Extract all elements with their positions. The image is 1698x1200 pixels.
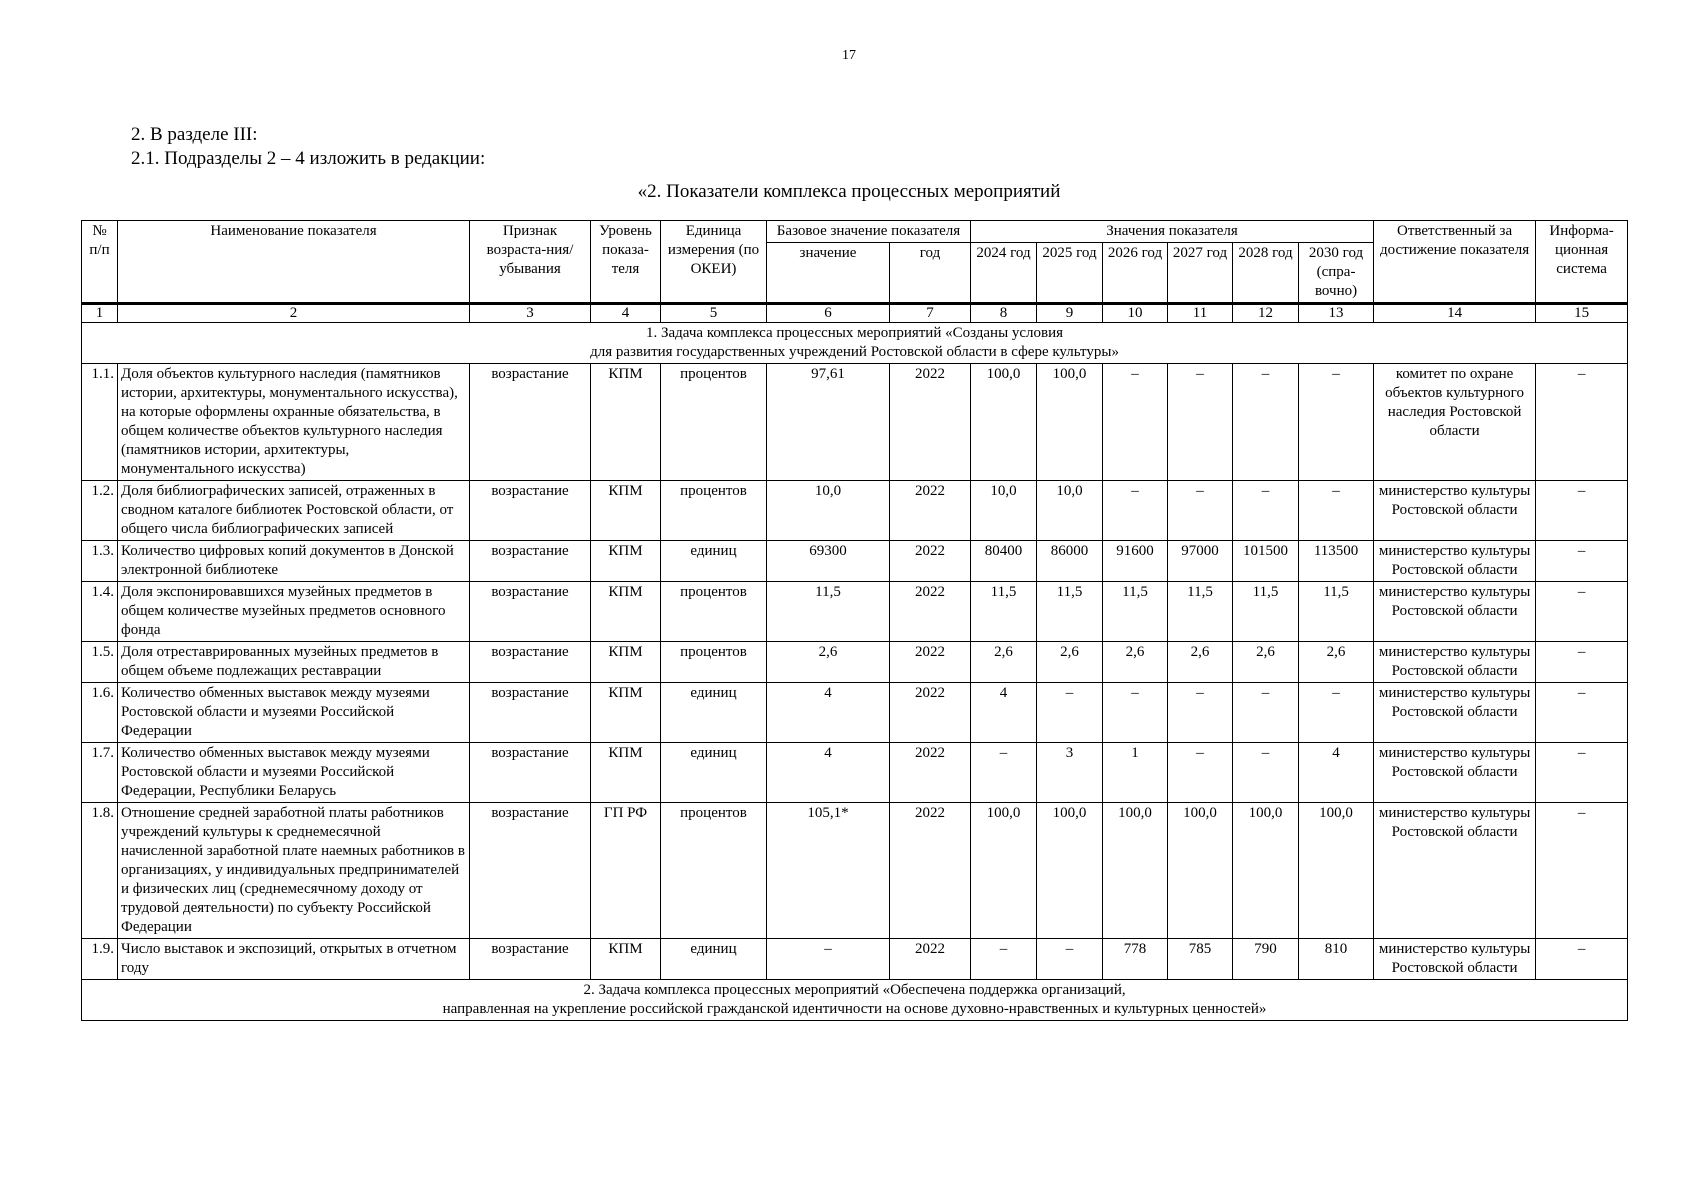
row-base-value: 97,61 (767, 364, 890, 481)
row-unit: процентов (661, 364, 767, 481)
table-row (82, 683, 1628, 743)
header-2030: 2030 год (спра-вочно) (1299, 243, 1374, 304)
row-value-2025: 3 (1037, 743, 1103, 803)
row-value-2026: – (1103, 364, 1168, 481)
row-value-2030: 4 (1299, 743, 1374, 803)
row-info-system: – (1536, 642, 1628, 683)
row-base-value: 4 (767, 683, 890, 743)
row-value-2025: 100,0 (1037, 803, 1103, 939)
row-level: КПМ (591, 939, 661, 980)
row-value-2030: 113500 (1299, 541, 1374, 582)
table-row (82, 803, 1628, 939)
row-value-2024: 100,0 (971, 364, 1037, 481)
row-unit: единиц (661, 541, 767, 582)
row-unit: единиц (661, 939, 767, 980)
row-value-2024: 80400 (971, 541, 1037, 582)
column-number: 7 (890, 304, 971, 323)
column-number: 14 (1374, 304, 1536, 323)
page-number: 17 (842, 48, 856, 63)
header-responsible: Ответственный за достижение показателя (1374, 221, 1536, 304)
row-num: 1.4. (82, 582, 118, 642)
row-info-system: – (1536, 683, 1628, 743)
row-base-year: 2022 (890, 364, 971, 481)
header-info: Информа-ционная система (1536, 221, 1628, 304)
row-value-2028: 11,5 (1233, 582, 1299, 642)
row-level: КПМ (591, 683, 661, 743)
column-number: 8 (971, 304, 1037, 323)
header-2025: 2025 год (1037, 243, 1103, 304)
row-base-value: 11,5 (767, 582, 890, 642)
intro-line-2: 2.1. Подразделы 2 – 4 изложить в редакции: (131, 148, 486, 169)
table-row (82, 541, 1628, 582)
row-name: Доля экспонировавшихся музейных предметов в общем количестве музейных предметов основного фонда (118, 582, 470, 642)
row-sign: возрастание (470, 683, 591, 743)
header-base: Базовое значение показателя (767, 221, 971, 243)
task-2-line-1: 2. Задача комплекса процессных мероприятий «Обеспечена поддержка организаций, (583, 982, 1126, 998)
row-num: 1.9. (82, 939, 118, 980)
row-value-2028: 2,6 (1233, 642, 1299, 683)
row-responsible: комитет по охране объектов культурного наследия Ростовской области (1374, 364, 1536, 481)
row-value-2028: – (1233, 683, 1299, 743)
row-value-2030: 2,6 (1299, 642, 1374, 683)
row-sign: возрастание (470, 481, 591, 541)
indicators-table-wrapper (81, 220, 1628, 1021)
table-row (82, 939, 1628, 980)
row-value-2026: 11,5 (1103, 582, 1168, 642)
task-1-row (82, 323, 1628, 364)
column-number: 2 (118, 304, 470, 323)
row-value-2030: – (1299, 364, 1374, 481)
row-info-system: – (1536, 364, 1628, 481)
row-num: 1.1. (82, 364, 118, 481)
row-name: Число выставок и экспозиций, открытых в отчетном году (118, 939, 470, 980)
row-info-system: – (1536, 541, 1628, 582)
row-value-2030: – (1299, 683, 1374, 743)
row-sign: возрастание (470, 743, 591, 803)
row-value-2024: 4 (971, 683, 1037, 743)
row-name: Количество обменных выставок между музеями Ростовской области и музеями Российской Федерации (118, 683, 470, 743)
row-num: 1.3. (82, 541, 118, 582)
intro-line-1: 2. В разделе III: (131, 124, 258, 145)
row-base-value: 69300 (767, 541, 890, 582)
row-value-2026: 100,0 (1103, 803, 1168, 939)
row-value-2028: – (1233, 364, 1299, 481)
row-unit: единиц (661, 683, 767, 743)
row-base-year: 2022 (890, 743, 971, 803)
row-info-system: – (1536, 803, 1628, 939)
row-value-2030: – (1299, 481, 1374, 541)
row-responsible: министерство культуры Ростовской области (1374, 582, 1536, 642)
row-unit: процентов (661, 481, 767, 541)
indicators-table (81, 220, 1628, 1021)
row-value-2030: 810 (1299, 939, 1374, 980)
table-title: «2. Показатели комплекса процессных мероприятий (637, 181, 1061, 202)
row-base-year: 2022 (890, 803, 971, 939)
row-value-2028: 101500 (1233, 541, 1299, 582)
row-num: 1.5. (82, 642, 118, 683)
row-value-2024: 11,5 (971, 582, 1037, 642)
row-num: 1.2. (82, 481, 118, 541)
row-responsible: министерство культуры Ростовской области (1374, 939, 1536, 980)
row-value-2028: 100,0 (1233, 803, 1299, 939)
row-level: ГП РФ (591, 803, 661, 939)
task-1-line-1: 1. Задача комплекса процессных мероприятий «Созданы условия (646, 325, 1064, 341)
task-1-line-2: для развития государственных учреждений Ростовской области в сфере культуры» (590, 344, 1119, 360)
row-sign: возрастание (470, 582, 591, 642)
row-base-value: 4 (767, 743, 890, 803)
row-responsible: министерство культуры Ростовской области (1374, 683, 1536, 743)
row-unit: процентов (661, 803, 767, 939)
row-name: Отношение средней заработной платы работников учреждений культуры к среднемесячной начисленной заработной плате наемных работников в организациях, у индивидуальных предпринимателей и физических лиц (среднемесячному доходу от трудовой деятельности) по субъекту Российской Федерации (118, 803, 470, 939)
row-name: Доля библиографических записей, отраженных в сводном каталоге библиотек Ростовской области, от общего числа библиографических записей (118, 481, 470, 541)
header-level: Уровень показа-теля (591, 221, 661, 304)
header-values: Значения показателя (971, 221, 1374, 243)
row-num: 1.8. (82, 803, 118, 939)
row-sign: возрастание (470, 541, 591, 582)
row-name: Количество обменных выставок между музеями Ростовской области и музеями Российской Федерации, Республики Беларусь (118, 743, 470, 803)
row-value-2025: 86000 (1037, 541, 1103, 582)
row-base-value: – (767, 939, 890, 980)
row-base-value: 2,6 (767, 642, 890, 683)
header-name: Наименование показателя (118, 221, 470, 304)
row-info-system: – (1536, 939, 1628, 980)
row-value-2026: 1 (1103, 743, 1168, 803)
header-2028: 2028 год (1233, 243, 1299, 304)
row-base-year: 2022 (890, 939, 971, 980)
column-numbers-row (82, 304, 1628, 323)
row-value-2026: 2,6 (1103, 642, 1168, 683)
row-unit: процентов (661, 582, 767, 642)
row-responsible: министерство культуры Ростовской области (1374, 803, 1536, 939)
task-2-heading (82, 980, 1628, 1021)
row-value-2024: 100,0 (971, 803, 1037, 939)
header-num: № п/п (82, 221, 118, 304)
row-value-2026: – (1103, 683, 1168, 743)
row-base-year: 2022 (890, 481, 971, 541)
row-info-system: – (1536, 582, 1628, 642)
row-unit: процентов (661, 642, 767, 683)
row-value-2030: 11,5 (1299, 582, 1374, 642)
table-row (82, 364, 1628, 481)
row-base-value: 10,0 (767, 481, 890, 541)
row-value-2026: 91600 (1103, 541, 1168, 582)
column-number: 11 (1168, 304, 1233, 323)
header-sign: Признак возраста-ния/убывания (470, 221, 591, 304)
row-num: 1.6. (82, 683, 118, 743)
row-level: КПМ (591, 582, 661, 642)
row-value-2027: 97000 (1168, 541, 1233, 582)
row-sign: возрастание (470, 364, 591, 481)
row-value-2024: – (971, 939, 1037, 980)
row-level: КПМ (591, 642, 661, 683)
row-value-2027: – (1168, 683, 1233, 743)
row-level: КПМ (591, 481, 661, 541)
row-responsible: министерство культуры Ростовской области (1374, 743, 1536, 803)
row-value-2028: – (1233, 481, 1299, 541)
row-num: 1.7. (82, 743, 118, 803)
table-row (82, 582, 1628, 642)
row-value-2026: 778 (1103, 939, 1168, 980)
row-name: Количество цифровых копий документов в Донской электронной библиотеке (118, 541, 470, 582)
row-name: Доля отреставрированных музейных предметов в общем объеме подлежащих реставрации (118, 642, 470, 683)
row-name: Доля объектов культурного наследия (памятников истории, архитектуры, монументального искусства), на которые оформлены охранные обязательства, в общем количестве объектов культурного наследия (памятников истории, архитектуры, монументального искусства) (118, 364, 470, 481)
header-2027: 2027 год (1168, 243, 1233, 304)
table-row (82, 642, 1628, 683)
row-value-2027: 785 (1168, 939, 1233, 980)
row-responsible: министерство культуры Ростовской области (1374, 541, 1536, 582)
row-sign: возрастание (470, 642, 591, 683)
row-value-2025: 2,6 (1037, 642, 1103, 683)
column-number: 4 (591, 304, 661, 323)
row-responsible: министерство культуры Ростовской области (1374, 481, 1536, 541)
row-unit: единиц (661, 743, 767, 803)
row-value-2027: – (1168, 743, 1233, 803)
row-value-2024: – (971, 743, 1037, 803)
table-row (82, 481, 1628, 541)
row-value-2027: 11,5 (1168, 582, 1233, 642)
row-info-system: – (1536, 743, 1628, 803)
header-unit: Единица измерения (по ОКЕИ) (661, 221, 767, 304)
row-sign: возрастание (470, 803, 591, 939)
row-value-2027: – (1168, 481, 1233, 541)
header-row-1 (82, 221, 1628, 243)
row-value-2028: – (1233, 743, 1299, 803)
row-value-2030: 100,0 (1299, 803, 1374, 939)
row-sign: возрастание (470, 939, 591, 980)
column-number: 9 (1037, 304, 1103, 323)
column-number: 13 (1299, 304, 1374, 323)
task-1-heading (82, 323, 1628, 364)
row-base-year: 2022 (890, 683, 971, 743)
task-2-row (82, 980, 1628, 1021)
header-base-value: значение (767, 243, 890, 304)
row-value-2025: 10,0 (1037, 481, 1103, 541)
row-value-2027: – (1168, 364, 1233, 481)
task-2-line-2: направленная на укрепление российской гражданской идентичности на основе духовно-нравственных и культурных ценностей» (442, 1001, 1267, 1017)
row-value-2025: 100,0 (1037, 364, 1103, 481)
header-2024: 2024 год (971, 243, 1037, 304)
row-level: КПМ (591, 743, 661, 803)
header-2026: 2026 год (1103, 243, 1168, 304)
row-value-2024: 10,0 (971, 481, 1037, 541)
row-responsible: министерство культуры Ростовской области (1374, 642, 1536, 683)
row-value-2024: 2,6 (971, 642, 1037, 683)
column-number: 1 (82, 304, 118, 323)
row-base-year: 2022 (890, 582, 971, 642)
row-value-2026: – (1103, 481, 1168, 541)
row-level: КПМ (591, 541, 661, 582)
row-value-2025: 11,5 (1037, 582, 1103, 642)
column-number: 10 (1103, 304, 1168, 323)
row-value-2025: – (1037, 939, 1103, 980)
header-base-year: год (890, 243, 971, 304)
row-value-2027: 2,6 (1168, 642, 1233, 683)
column-number: 12 (1233, 304, 1299, 323)
column-number: 5 (661, 304, 767, 323)
row-level: КПМ (591, 364, 661, 481)
column-number: 6 (767, 304, 890, 323)
row-info-system: – (1536, 481, 1628, 541)
row-base-value: 105,1* (767, 803, 890, 939)
row-base-year: 2022 (890, 642, 971, 683)
intro-text (131, 123, 485, 171)
table-row (82, 743, 1628, 803)
row-value-2027: 100,0 (1168, 803, 1233, 939)
indicator-rows (82, 364, 1628, 980)
column-number: 3 (470, 304, 591, 323)
row-value-2025: – (1037, 683, 1103, 743)
column-number: 15 (1536, 304, 1628, 323)
row-base-year: 2022 (890, 541, 971, 582)
row-value-2028: 790 (1233, 939, 1299, 980)
